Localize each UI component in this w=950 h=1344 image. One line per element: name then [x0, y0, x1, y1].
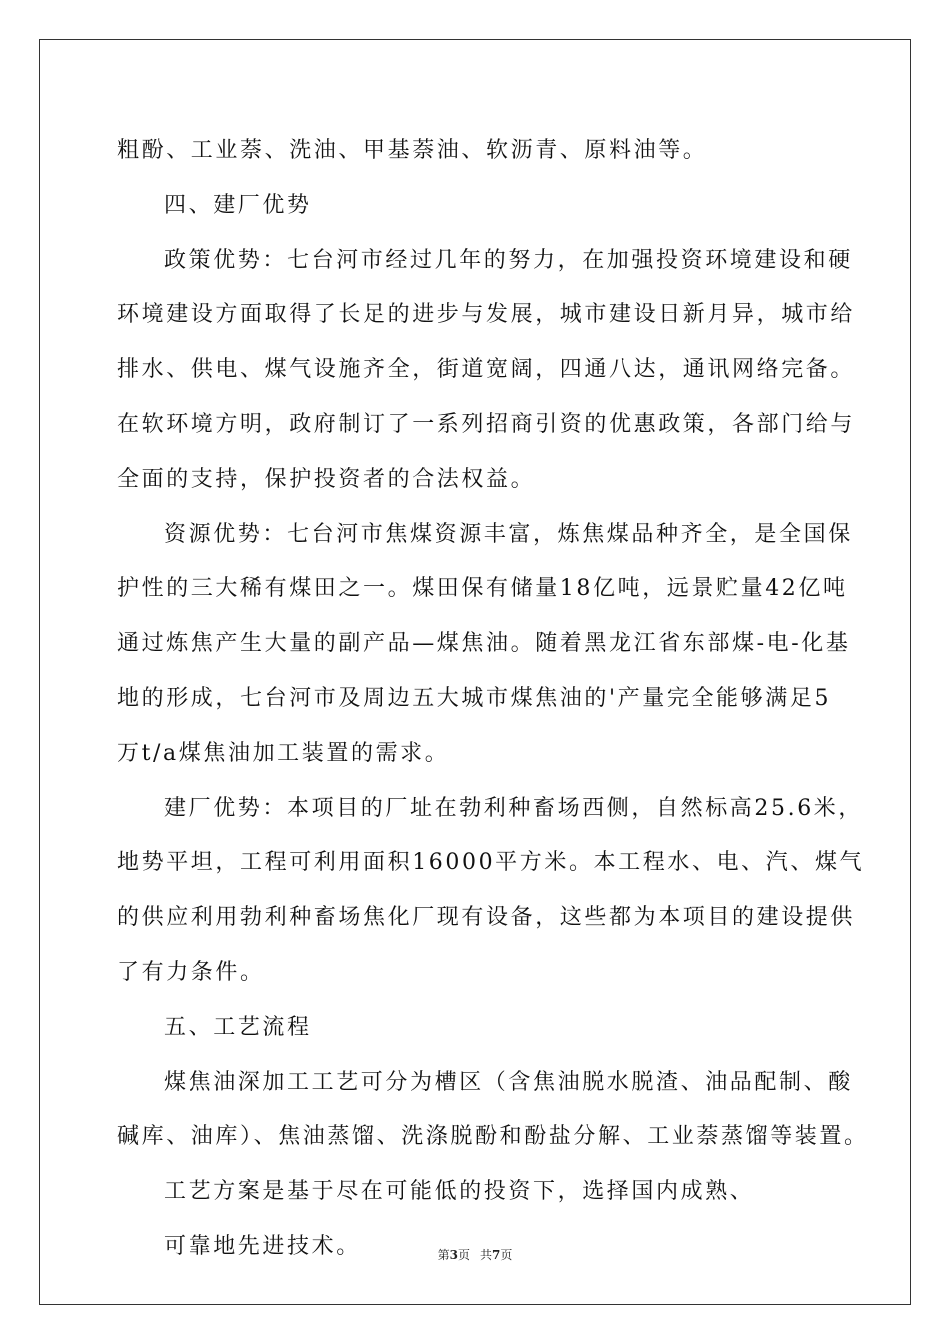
- paragraph-line: 工艺方案是基于尽在可能低的投资下，选择国内成熟、: [164, 1179, 755, 1205]
- paragraph-line: 了有力条件。: [117, 959, 265, 985]
- document-body: [117, 124, 869, 1275]
- paragraph-line: 通过炼焦产生大量的副产品—煤焦油。随着黑龙江省东部煤-电-化基: [117, 631, 851, 657]
- page-number: 3: [449, 1248, 458, 1262]
- section-heading: 五、工艺流程: [164, 1014, 312, 1040]
- paragraph-line: 资源优势：七台河市焦煤资源丰富，炼焦煤品种齐全，是全国保: [164, 521, 853, 547]
- paragraph-line: 粗酚、工业萘、洗油、甲基萘油、软沥青、原料油等。: [117, 138, 708, 163]
- paragraph-line: 护性的三大稀有煤田之一。煤田保有储量18亿吨，远景贮量42亿吨: [117, 576, 848, 602]
- page-prefix: 第: [437, 1248, 450, 1262]
- total-pages: 7: [492, 1248, 501, 1262]
- paragraph-line: 的供应利用勃利种畜场焦化厂现有设备，这些都为本项目的建设提供: [117, 905, 856, 931]
- page-footer: [0, 1247, 950, 1263]
- paragraph-line: 建厂优势：本项目的厂址在勃利种畜场西侧，自然标高25.6米，: [164, 795, 863, 821]
- paragraph-line: 环境建设方面取得了长足的进步与发展，城市建设日新月异，城市给: [117, 302, 856, 328]
- paragraph-line: 地势平坦，工程可利用面积16000平方米。本工程水、电、汽、煤气: [117, 850, 865, 876]
- paragraph-line: 可靠地先进技术。: [164, 1233, 361, 1259]
- paragraph-line: 排水、供电、煤气设施齐全，街道宽阔，四通八达，通讯网络完备。: [117, 357, 856, 383]
- paragraph-line: 全面的支持，保护投资者的合法权益。: [117, 466, 536, 492]
- paragraph-line: 地的形成，七台河市及周边五大城市煤焦油的'产量完全能够满足5: [117, 685, 832, 711]
- paragraph-line: 在软环境方明，政府制订了一系列招商引资的优惠政策，各部门给与: [117, 411, 856, 437]
- paragraph-line: 煤焦油深加工工艺可分为槽区（含焦油脱水脱渣、油品配制、酸: [164, 1069, 853, 1095]
- paragraph-line: 万t/a煤焦油加工装置的需求。: [117, 740, 450, 766]
- paragraph-line: 碱库、油库）、焦油蒸馏、洗涤脱酚和酚盐分解、工业萘蒸馏等装置。: [117, 1124, 869, 1150]
- total-suffix: 页: [500, 1248, 513, 1262]
- section-heading: 四、建厂优势: [164, 192, 312, 218]
- page-suffix: 页: [457, 1248, 470, 1262]
- paragraph-line: 政策优势：七台河市经过几年的努力，在加强投资环境建设和硬: [164, 247, 853, 273]
- total-prefix: 共: [480, 1248, 493, 1262]
